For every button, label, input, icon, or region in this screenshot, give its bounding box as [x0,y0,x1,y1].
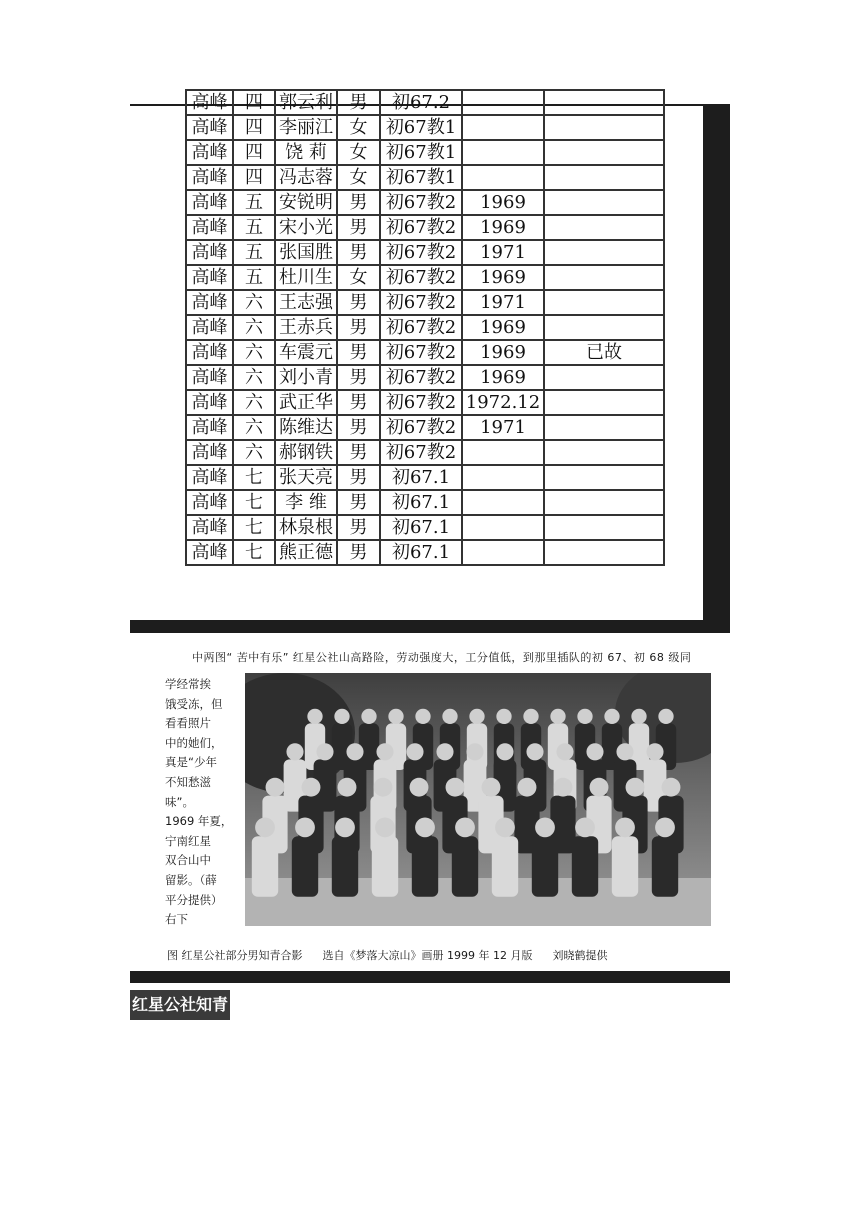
table-cell: 男 [337,440,380,465]
table-cell [462,440,544,465]
person-head [577,709,592,724]
table-cell: 高峰 [186,340,233,365]
person-head [376,743,393,760]
person-head [496,709,511,724]
person-head [496,743,513,760]
person-head [518,778,537,797]
person-head [375,818,395,838]
table-cell: 四 [233,90,275,115]
table-cell: 高峰 [186,390,233,415]
table-cell [462,490,544,515]
table-cell: 武正华 [275,390,337,415]
person-head [374,778,393,797]
person-head [615,818,635,838]
person-head [338,778,357,797]
table-cell: 冯志蓉 [275,165,337,190]
table-row [186,215,664,240]
caption-line: 中的她们， [165,735,223,750]
table-cell: 高峰 [186,290,233,315]
table-cell: 四 [233,165,275,190]
table-cell: 车震元 [275,340,337,365]
table-row [186,415,664,440]
table-cell: 初67教1 [380,115,462,140]
table-cell: 初67教2 [380,315,462,340]
table-cell: 五 [233,265,275,290]
person-head [575,818,595,838]
table-cell: 七 [233,540,275,565]
table-cell: 男 [337,415,380,440]
table-cell: 1969 [462,315,544,340]
person-head [406,743,423,760]
table-cell: 高峰 [186,165,233,190]
table-row [186,340,664,365]
table-cell: 熊正德 [275,540,337,565]
table-cell: 男 [337,390,380,415]
table-cell [462,90,544,115]
group-photo-image [245,673,711,926]
person-head [626,778,645,797]
scanned-roster-page [130,88,730,633]
table-cell: 1972.12 [462,390,544,415]
table-cell [462,140,544,165]
person-head [658,709,673,724]
person-head [586,743,603,760]
person-head [482,778,501,797]
table-cell [544,140,664,165]
table-cell: 五 [233,190,275,215]
scan-right-border [703,104,730,633]
table-cell: 男 [337,515,380,540]
person-head [286,743,303,760]
table-cell: 高峰 [186,515,233,540]
table-cell: 男 [337,340,380,365]
person-head [335,818,355,838]
table-row [186,290,664,315]
table-cell [544,265,664,290]
table-cell: 1971 [462,290,544,315]
table-cell [544,240,664,265]
person-head [346,743,363,760]
caption-line: 不知愁滋 [165,774,211,789]
table-cell: 五 [233,240,275,265]
person-head [523,709,538,724]
table-cell [544,290,664,315]
caption-line: 平分提供） [165,892,223,907]
person-head [495,818,515,838]
table-cell [544,465,664,490]
roster-table [185,89,665,566]
table-cell: 初67教2 [380,365,462,390]
table-row [186,515,664,540]
table-cell: 六 [233,415,275,440]
table-cell: 四 [233,140,275,165]
caption-line: 饿受冻，但 [165,696,223,711]
caption-line: 味”。 [165,794,194,809]
table-cell: 五 [233,215,275,240]
table-row [186,390,664,415]
person-head [436,743,453,760]
table-row [186,265,664,290]
table-row [186,365,664,390]
table-cell: 宋小光 [275,215,337,240]
table-cell: 女 [337,265,380,290]
table-cell: 高峰 [186,140,233,165]
table-cell: 初67教2 [380,415,462,440]
table-cell: 林泉根 [275,515,337,540]
caption-line: 学经常挨 [165,677,211,691]
person-head [631,709,646,724]
table-cell: 初67教2 [380,215,462,240]
person-head [526,743,543,760]
person-head [662,778,681,797]
table-row [186,165,664,190]
table-cell: 高峰 [186,490,233,515]
table-cell: 高峰 [186,415,233,440]
table-cell: 初67教2 [380,340,462,365]
table-row [186,465,664,490]
table-cell: 男 [337,190,380,215]
table-cell: 高峰 [186,315,233,340]
table-cell: 高峰 [186,465,233,490]
person-figure [252,836,278,897]
table-cell: 六 [233,365,275,390]
person-figure [532,836,558,897]
table-row [186,115,664,140]
table-cell: 男 [337,315,380,340]
table-cell: 初67教2 [380,290,462,315]
person-head [455,818,475,838]
table-cell: 初67.2 [380,90,462,115]
person-figure [452,836,478,897]
table-cell: 高峰 [186,265,233,290]
table-cell: 初67.1 [380,490,462,515]
person-head [415,709,430,724]
table-cell [544,490,664,515]
person-head [466,743,483,760]
section-heading: 红星公社知青 [130,990,230,1020]
table-cell: 高峰 [186,115,233,140]
table-cell: 高峰 [186,215,233,240]
table-cell [544,390,664,415]
table-cell: 男 [337,490,380,515]
table-cell: 郭云利 [275,90,337,115]
caption-line: 1969 年夏， [165,814,233,829]
table-cell [544,440,664,465]
person-head [307,709,322,724]
table-cell: 1969 [462,190,544,215]
table-cell: 杜川生 [275,265,337,290]
caption-part: 图 红星公社部分男知青合影 [167,949,303,962]
table-cell: 初67.1 [380,515,462,540]
table-cell: 王志强 [275,290,337,315]
table-cell [462,465,544,490]
table-cell: 初67.1 [380,465,462,490]
table-cell: 高峰 [186,365,233,390]
table-cell: 初67教2 [380,240,462,265]
table-cell: 初67教2 [380,265,462,290]
person-head [361,709,376,724]
table-cell: 初67教1 [380,165,462,190]
table-cell: 1969 [462,340,544,365]
table-cell: 安锐明 [275,190,337,215]
table-cell: 男 [337,540,380,565]
person-head [554,778,573,797]
caption-part: 选自《梦落大凉山》画册 1999 年 12 月版 [322,949,533,962]
person-head [556,743,573,760]
table-cell: 六 [233,340,275,365]
person-figure [372,836,398,897]
table-cell [544,215,664,240]
table-cell: 六 [233,315,275,340]
table-cell [544,90,664,115]
table-cell [462,540,544,565]
person-figure [612,836,638,897]
caption-line: 双合山中 [165,853,211,868]
table-cell: 李丽江 [275,115,337,140]
table-row [186,440,664,465]
table-cell: 初67教1 [380,140,462,165]
table-cell: 女 [337,165,380,190]
table-cell: 高峰 [186,90,233,115]
caption-line: 留影。（薛 [165,872,217,887]
table-cell [544,165,664,190]
table-cell: 陈维达 [275,415,337,440]
table-cell: 男 [337,240,380,265]
person-head [442,709,457,724]
person-head [295,818,315,838]
table-cell: 王赤兵 [275,315,337,340]
person-head [535,818,555,838]
table-cell: 女 [337,115,380,140]
table-cell [544,415,664,440]
table-cell: 六 [233,290,275,315]
table-cell [462,165,544,190]
table-cell: 李 维 [275,490,337,515]
table-cell: 男 [337,90,380,115]
table-cell: 男 [337,290,380,315]
table-cell: 七 [233,515,275,540]
person-head [302,778,321,797]
person-figure [572,836,598,897]
table-cell: 七 [233,490,275,515]
person-figure [412,836,438,897]
person-figure [652,836,678,897]
table-row [186,90,664,115]
table-cell: 初67教2 [380,190,462,215]
person-figure [492,836,518,897]
table-cell: 初67教2 [380,440,462,465]
person-head [388,709,403,724]
table-cell: 郝钢铁 [275,440,337,465]
table-cell: 男 [337,465,380,490]
table-cell [462,115,544,140]
table-cell: 男 [337,365,380,390]
person-head [334,709,349,724]
table-cell [544,540,664,565]
table-cell: 六 [233,440,275,465]
person-head [604,709,619,724]
table-cell: 饶 莉 [275,140,337,165]
table-cell: 女 [337,140,380,165]
table-cell [544,515,664,540]
scan-bottom-border-2 [130,971,730,983]
caption-side [165,675,233,930]
table-cell: 四 [233,115,275,140]
person-head [646,743,663,760]
person-figure [332,836,358,897]
table-cell: 六 [233,390,275,415]
caption-line: 右下 [165,912,188,927]
person-head [255,818,275,838]
group-photo [245,673,711,926]
caption-bottom [167,947,627,963]
table-row [186,490,664,515]
person-figure [292,836,318,897]
table-cell: 已故 [544,340,664,365]
table-cell: 张国胜 [275,240,337,265]
table-row [186,190,664,215]
table-cell: 高峰 [186,440,233,465]
table-cell [462,515,544,540]
person-head [446,778,465,797]
person-head [415,818,435,838]
table-cell: 初67教2 [380,390,462,415]
table-cell [544,315,664,340]
person-head [266,778,285,797]
table-row [186,540,664,565]
table-cell: 1969 [462,365,544,390]
table-cell: 高峰 [186,540,233,565]
table-cell: 1971 [462,415,544,440]
person-head [316,743,333,760]
table-cell: 1969 [462,215,544,240]
person-head [655,818,675,838]
table-cell: 男 [337,215,380,240]
table-cell [544,115,664,140]
table-cell: 七 [233,465,275,490]
table-cell: 1971 [462,240,544,265]
scan-bottom-border [130,620,730,633]
person-head [616,743,633,760]
table-cell [544,190,664,215]
table-cell [544,365,664,390]
caption-line: 真是“少年 [165,755,217,770]
table-cell: 高峰 [186,240,233,265]
person-head [410,778,429,797]
table-cell: 初67.1 [380,540,462,565]
table-cell: 张天亮 [275,465,337,490]
caption-top: 中两图“ 苦中有乐” 红星公社山高路险，劳动强度大，工分值低，到那里插队的初 67、初 68 级同 [192,651,692,664]
table-row [186,315,664,340]
table-row [186,240,664,265]
person-head [469,709,484,724]
table-cell: 高峰 [186,190,233,215]
caption-line: 宁南红星 [165,833,211,848]
caption-part: 刘晓鹤提供 [552,949,608,962]
caption-line: 看看照片 [165,716,211,731]
table-row [186,140,664,165]
person-head [590,778,609,797]
table-cell: 1969 [462,265,544,290]
scanned-photo-page [130,633,730,983]
table-cell: 刘小青 [275,365,337,390]
person-head [550,709,565,724]
